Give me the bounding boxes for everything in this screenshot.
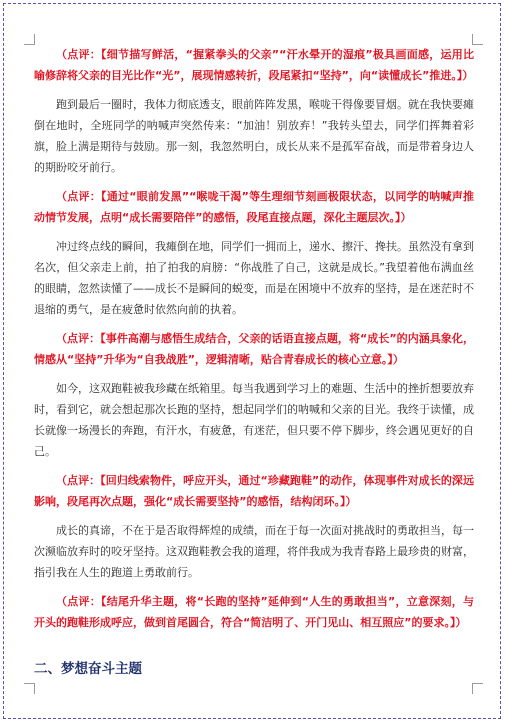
body-paragraph: 冲过终点线的瞬间，我瘫倒在地，同学们一拥而上，递水、擦汗、搀扶。虽然没有拿到名次，但父亲走上前，拍了拍我的肩膀：“你战胜了自己，这就是成长。”我望着他布满血丝的眼睛，忽然读懂了——成长不是瞬间的蜕变，而是在困境中不放弃的坚持，是在迷茫时不退缩的勇气，是在疲惫时依然向前的执着。 bbox=[34, 240, 474, 316]
body-paragraph: 成长的真谛，不在于是否取得辉煌的成绩，而在于每一次面对挑战时的勇敢担当，每一次濒临放弃时的咬牙坚持。这双跑鞋教会我的道理，将伴我成为我青春路上最珍贵的财富，指引我在人生的跑道上勇敢前行。 bbox=[34, 524, 474, 579]
document-body bbox=[34, 44, 474, 677]
comment-paragraph: （点评：【通过“眼前发黑”“喉咙干渴”等生理细节刻画极限状态，以同学的呐喊声推动情节发展，点明“成长需要陪伴”的感悟，段尾直接点题，深化主题层次。】） bbox=[34, 190, 474, 224]
comment-paragraph: （点评：【事件高潮与感悟生成结合，父亲的话语直接点题，将“成长”的内涵具象化，情感从“坚持”升华为“自我战胜”，逻辑清晰，贴合青春成长的核心立意。】） bbox=[34, 332, 474, 366]
comment-paragraph: （点评：【细节描写鲜活，“握紧拳头的父亲”“汗水晕开的湿痕”极具画面感，运用比喻修辞将父亲的目光比作“光”，展现情感转折，段尾紧扣“坚持”，向“读懂成长”推进。】） bbox=[34, 48, 474, 82]
section-heading: 二、梦想奋斗主题 bbox=[34, 661, 142, 677]
comment-paragraph: （点评：【回归线索物件，呼应开头，通过“珍藏跑鞋”的动作，体现事件对成长的深远影响，段尾再次点题，强化“成长需要坚持”的感悟，结构闭环。】） bbox=[34, 474, 474, 508]
body-paragraph: 如今，这双跑鞋被我珍藏在纸箱里。每当我遇到学习上的难题、生活中的挫折想要放弃时，看到它，就会想起那次长跑的坚持，想起同学们的呐喊和父亲的目光。我终于读懂，成长就像一场漫长的奔跑，有汗水，有疲惫，有迷茫，但只要不停下脚步，终会遇见更好的自己。 bbox=[34, 382, 474, 458]
body-paragraph: 跑到最后一圈时，我体力彻底透支，眼前阵阵发黑，喉咙干得像要冒烟。就在我快要瘫倒在地时，全班同学的呐喊声突然传来：“加油！别放弃！”我转头望去，同学们挥舞着彩旗，脸上满是期待与鼓励。那一刻，我忽然明白，成长从来不是孤军奋战，而是带着身边人的期盼咬牙前行。 bbox=[34, 98, 474, 174]
corner-mark-bottom-left bbox=[24, 683, 35, 694]
corner-mark-bottom-right bbox=[472, 683, 483, 694]
comment-paragraph: （点评：【结尾升华主题，将“长跑的坚持”延伸到“人生的勇敢担当”，立意深刻，与开头的跑鞋形成呼应，做到首尾圆合，符合“简洁明了、开门见山、相互照应”的要求。】） bbox=[34, 595, 474, 629]
